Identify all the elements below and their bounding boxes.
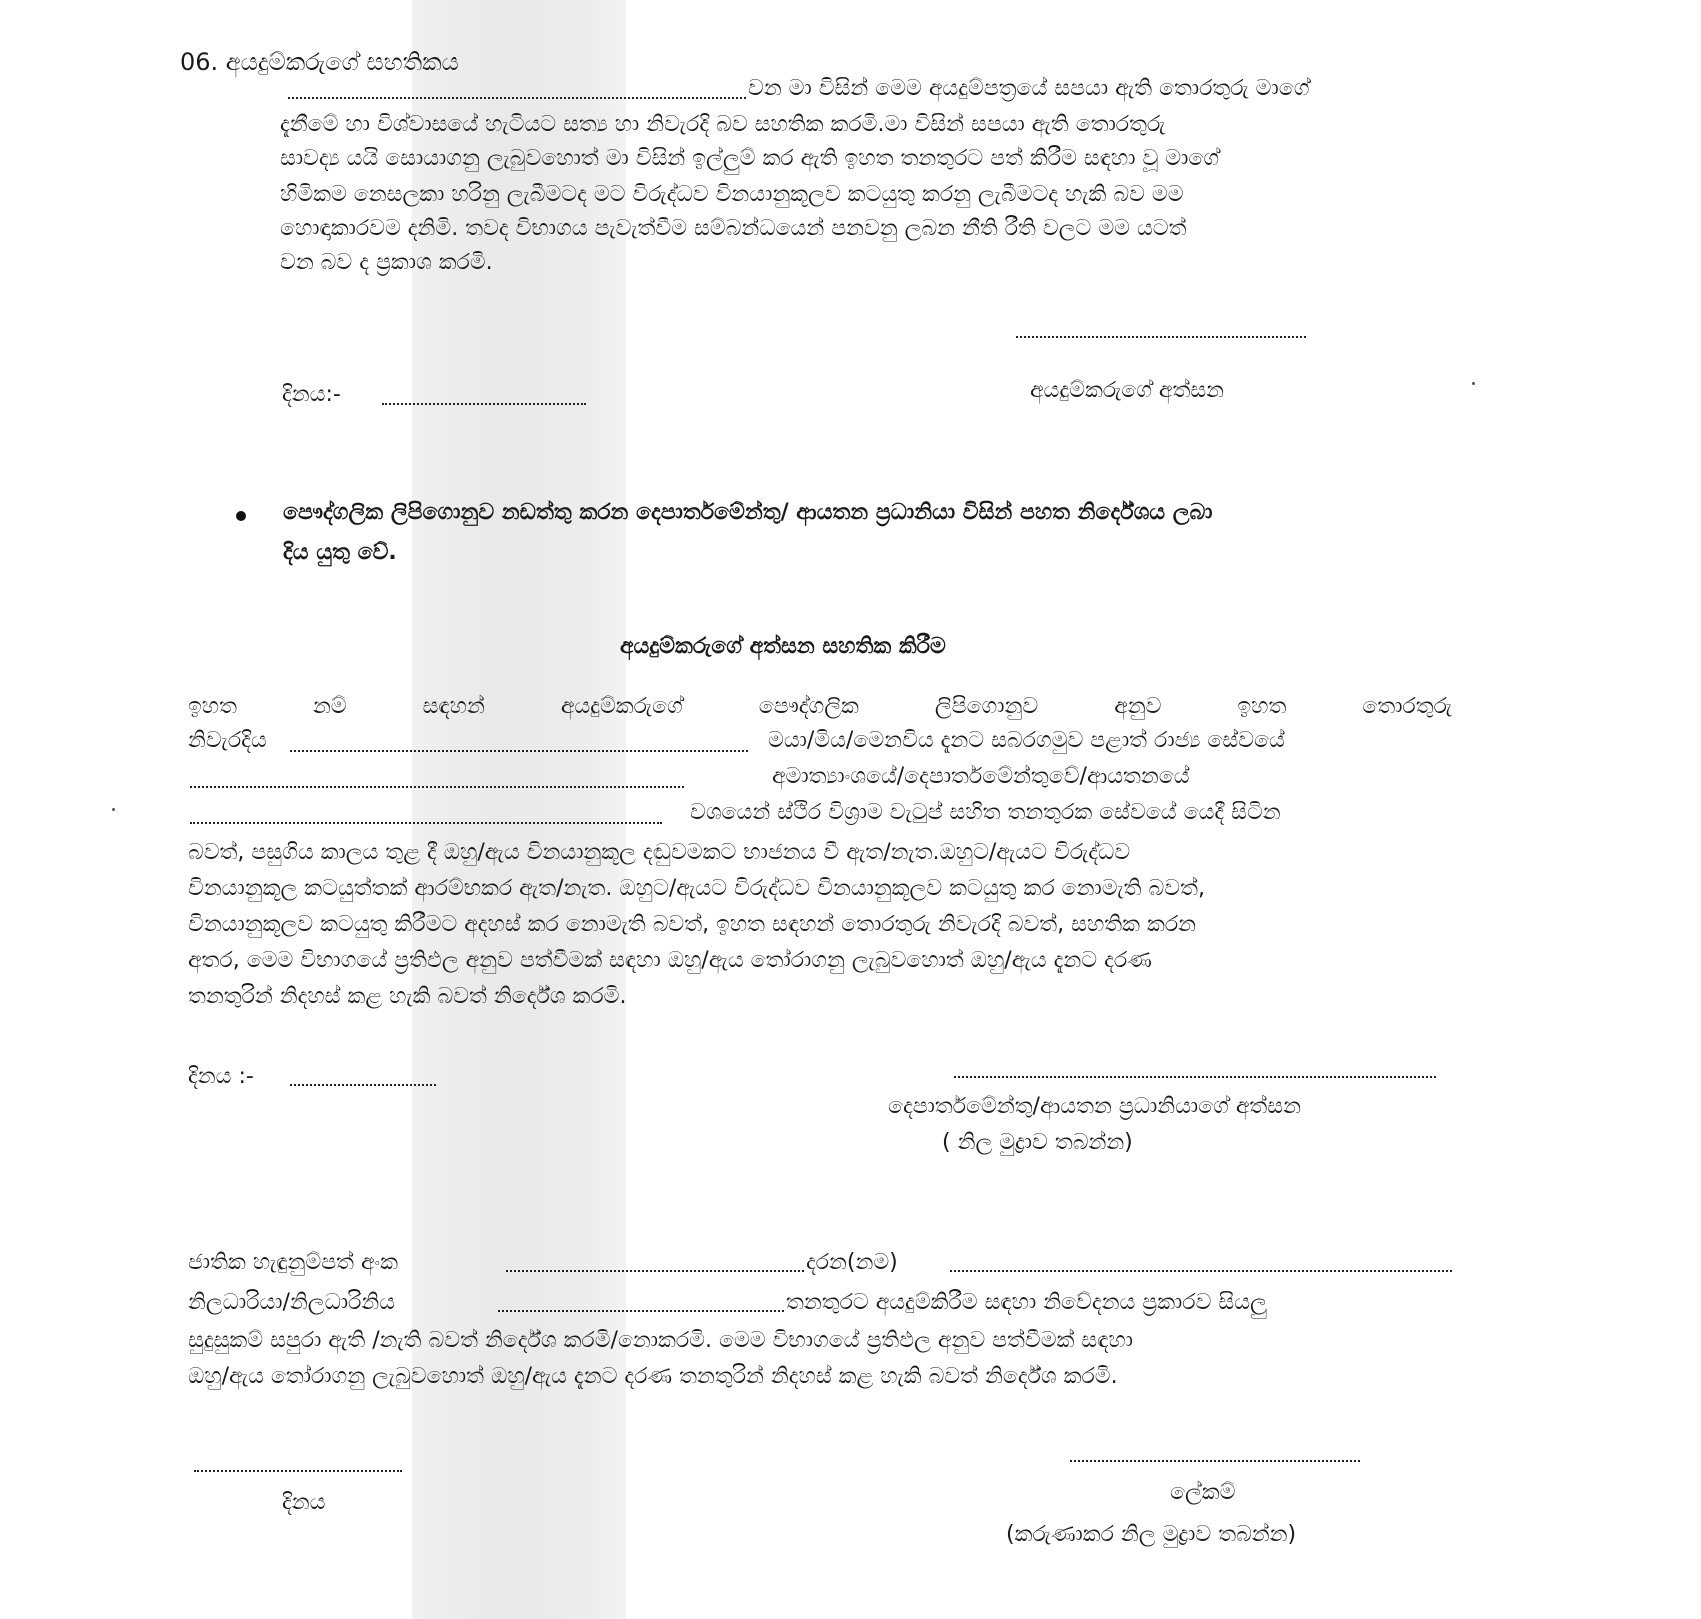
cert-line9: තනතුරින් නිදහස් කළ හැකි බවත් නිර්දේශ කරමි. xyxy=(188,984,627,1009)
nic-fill-line[interactable] xyxy=(506,1270,804,1272)
cert-line6: විනයානුකූල කටයුත්තක් ආරම්භකර ඇත/නැත. ඔහුට/ඇයට විරුද්ධව විනයානුකූලව කටයුතු කර නොමැති බවත්, xyxy=(188,876,1205,901)
rec-date-label: දිනය xyxy=(282,1490,326,1515)
cert-word: සඳහන් xyxy=(422,694,485,719)
secretary-signature-line[interactable] xyxy=(1070,1460,1360,1462)
ministry-fill-line[interactable] xyxy=(190,786,684,788)
certification-title: අයදුම්කරුගේ අත්සන සහතික කිරීම xyxy=(620,634,946,659)
bullet-icon xyxy=(236,511,246,521)
holding-name-line[interactable] xyxy=(950,1270,1452,1272)
officer-fill-line[interactable] xyxy=(498,1310,784,1312)
cert-word: ඉහත xyxy=(188,694,237,719)
holding-label: දරන(නම) xyxy=(806,1250,898,1275)
rec-date-line[interactable] xyxy=(194,1470,402,1472)
scan-speck xyxy=(112,808,115,811)
section06-date-line[interactable] xyxy=(382,403,586,405)
cert-word: නම් xyxy=(312,694,347,719)
cert-date-line[interactable] xyxy=(290,1084,436,1086)
section06-line3: සාවද්‍ය යයි සොයාගනු ලැබුවහොත් මා විසින් ඉල්ලුම් කර ඇති ඉහත තනතුරට පත් කිරීම සඳහා වූ මාගේ xyxy=(280,146,1220,171)
cert-word: ලිපිගොනුව xyxy=(934,694,1039,719)
nic-label: ජාතික හැඳුනුම්පත් අංක xyxy=(188,1250,398,1275)
head-signature-line[interactable] xyxy=(954,1076,1436,1078)
section-heading: 06. අයදුම්කරුගේ සහතිකය xyxy=(180,48,459,76)
section06-line6: වන බව ද ප්‍රකාශ කරමි. xyxy=(280,250,493,275)
cert-word: අයදුම්කරුගේ xyxy=(560,694,683,719)
cert-word: අනුව xyxy=(1114,694,1162,719)
cert-word: ඉහත xyxy=(1237,694,1287,719)
officer-name-line[interactable] xyxy=(290,750,748,752)
section06-line1: වන මා විසින් මෙම අයදුම්පත්‍රයේ සපයා ඇති තොරතුරු මාගේ xyxy=(748,76,1310,101)
head-signature-label: දෙපාර්තමේන්තු/ආයතන ප්‍රධානියාගේ අත්සන xyxy=(888,1094,1301,1119)
cert-line3: අමාත්‍යාංශයේ/දෙපාර්තමේන්තුවේ/ආයතනයේ xyxy=(772,764,1190,789)
scan-speck xyxy=(1472,382,1475,385)
applicant-signature-line[interactable] xyxy=(1016,336,1306,338)
name-fill-line[interactable] xyxy=(288,97,746,99)
rec-line4: ඔහු/ඇය තෝරාගනු ලැබුවහොත් ඔහු/ඇය දැනට දරණ තනතුරින් නිදහස් කළ හැකි බවත් නිර්දේශ කරමි. xyxy=(188,1364,1118,1389)
bullet-note-line2: දිය යුතු වේ. xyxy=(283,540,397,565)
secretary-seal-note: (කරුණාකර නිල මුද්‍රාව තබන්න) xyxy=(1006,1522,1297,1547)
rec-line2: තනතුරට අයදුම්කිරීම සඳහා නිවේදනය ප්‍රකාරව සියලු xyxy=(786,1290,1267,1315)
cert-line2: මයා/මිය/මෙනවිය දැනට සබරගමුව පළාත් රාජ්‍ය සේවයේ xyxy=(768,728,1285,753)
applicant-signature-label: අයදුම්කරුගේ අත්සන xyxy=(1030,378,1225,403)
cert-line5: බවත්, පසුගිය කාලය තුළ දී ඔහු/ඇය විනයානුකූල දඬුවමකට භාජනය වී ඇත/නැත.ඔහුට/ඇයට විරුද්ධව xyxy=(188,840,1131,865)
section06-line2: දැනීමේ හා විශ්වාසයේ හැටියට සත්‍ය හා නිවැරදි බව සහතික කරමි.මා විසින් සපයා ඇති තොරතුරු xyxy=(280,112,1166,137)
cert-word: පෞද්ගලික xyxy=(758,694,859,719)
cert-date-label: දිනය :- xyxy=(188,1064,254,1089)
section06-date-label: දිනය:- xyxy=(282,382,341,407)
secretary-label: ලේකම් xyxy=(1170,1480,1236,1505)
cert-line8: අතර, මෙම විභාගයේ ප්‍රතිඵල අනුව පත්වීමක් සඳහා ඔහු/ඇය තෝරාගනු ලැබුවහොත් ඔහු/ඇය දැනට දරණ xyxy=(188,948,1152,973)
cert-line4: වශයෙන් ස්ථිර විශ්‍රාම වැටුප් සහිත තනතුරක සේවයේ යෙදී සිටින xyxy=(690,800,1281,825)
cert-line7: විනයානුකූලව කටයුතු කිරීමට අදහස් කර නොමැති බවත්, ඉහත සඳහන් තොරතුරු නිවැරදි බවත්, සහතික කරන xyxy=(188,912,1197,937)
bullet-note-line1: පෞද්ගලික ලිපිගොනුව නඩත්තු කරන දෙපාර්තමේන්තු/ ආයතන ප්‍රධානියා විසින් පහත නිර්දේශය ලබා xyxy=(283,500,1213,525)
cert-line2-prefix: නිවැරදිය xyxy=(188,728,267,753)
post-fill-line[interactable] xyxy=(190,822,662,824)
certification-line1 xyxy=(188,692,1452,722)
officer-label: නිලධාරියා/නිලධාරිනිය xyxy=(188,1290,396,1315)
head-seal-note: ( නිල මුද්‍රාව තබන්න) xyxy=(942,1130,1133,1155)
section06-line5: හොඳාකාරවම දනිමි. තවද විභාගය පැවැත්වීම සම්බන්ධයෙන් පනවනු ලබන නීති රීති වලට මම යටත් xyxy=(280,216,1187,241)
rec-line3: සුදුසුකම් සපුරා ඇති /නැති බවත් නිර්දේශ කරමි/නොකරමි. මෙම විභාගයේ ප්‍රතිඵල අනුව පත්වීමක් සඳහා xyxy=(188,1328,1133,1353)
cert-word: තොරතුරු xyxy=(1362,694,1452,719)
section06-line4: හිමිකම නෙසලකා හරිනු ලැබීමටද මට විරුද්ධව විනයානුකූලව කටයුතු කරනු ලැබීමටද හැකි බව මම xyxy=(280,182,1184,207)
